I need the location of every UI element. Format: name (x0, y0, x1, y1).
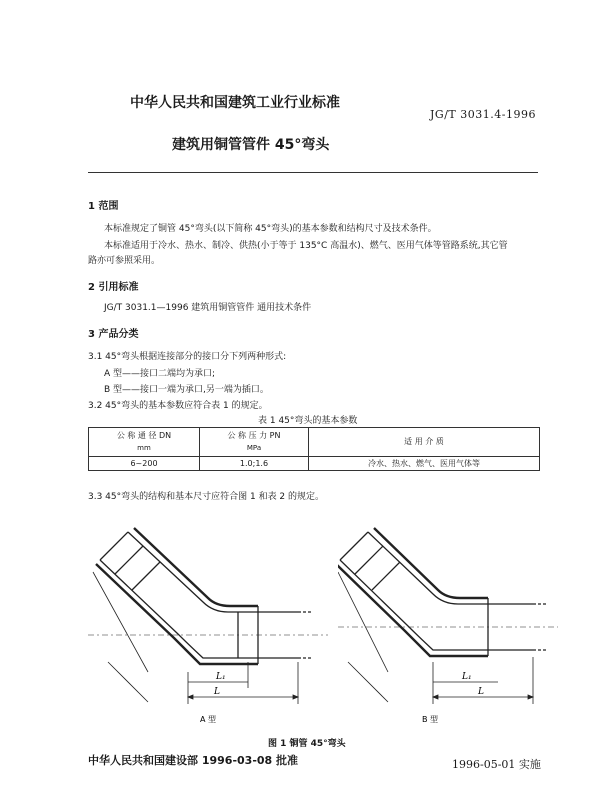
table-header-medium (309, 428, 540, 457)
document-title: 建筑用铜管管件 45°弯头 (172, 137, 330, 153)
section-1-para-1: 本标准规定了铜管 45°弯头(以下简称 45°弯头)的基本参数和结构尺寸及技术条件。 (104, 224, 437, 234)
section-1-heading: 1 范围 (88, 201, 119, 212)
section-3-heading: 3 产品分类 (88, 329, 139, 340)
table-1 (88, 427, 540, 471)
figure-a-drawing (88, 512, 328, 732)
medium-header-label: 适 用 介 质 (404, 437, 444, 446)
figure-1-caption: 图 1 铜管 45°弯头 (268, 739, 346, 749)
table-header-dn (89, 428, 200, 457)
pn-header-label: 公 称 压 力 PN (227, 431, 281, 440)
dim-l-b: L (478, 687, 484, 697)
standard-code: JG/T 3031.4-1996 (430, 108, 536, 121)
section-1-para-2a: 本标准适用于冷水、热水、制冷、供热(小于等于 135°C 高温水)、燃气、医用气体等管路系统,其它管 (104, 241, 508, 251)
cell-dn: 6~200 (89, 457, 200, 471)
section-3-1-type-a: A 型——接口二端均为承口; (104, 369, 216, 379)
dim-l-a: L (214, 687, 220, 697)
figure-b-drawing (338, 512, 558, 732)
figure-b-label: B 型 (422, 715, 439, 724)
dn-header-label: 公 称 通 径 DN (116, 431, 172, 440)
dim-l1-a: L₁ (216, 672, 226, 682)
table-1-caption: 表 1 45°弯头的基本参数 (258, 416, 358, 426)
dn-unit: mm (137, 444, 151, 452)
figure-a-label: A 型 (200, 715, 217, 724)
table-header-pn (200, 428, 309, 457)
table-header-row (89, 428, 540, 457)
dim-l1-b: L₁ (462, 672, 472, 682)
section-3-3-text: 3.3 45°弯头的结构和基本尺寸应符合图 1 和表 2 的规定。 (88, 492, 325, 502)
section-3-2-text: 3.2 45°弯头的基本参数应符合表 1 的规定。 (88, 401, 268, 411)
cell-pn: 1.0;1.6 (200, 457, 309, 471)
table-row (89, 457, 540, 471)
organization-title: 中华人民共和国建筑工业行业标准 (130, 95, 340, 111)
implemented-line: 1996-05-01 实施 (452, 758, 541, 771)
header-divider (88, 172, 538, 173)
section-3-1-type-b: B 型——接口一端为承口,另一端为插口。 (104, 385, 269, 395)
cell-medium: 冷水、热水、燃气、医用气体等 (309, 457, 540, 471)
section-2-para-1: JG/T 3031.1—1996 建筑用铜管管件 通用技术条件 (104, 303, 312, 313)
section-3-1-heading: 3.1 45°弯头根据连接部分的接口分下列两种形式: (88, 352, 287, 362)
issued-line: 中华人民共和国建设部 1996-03-08 批准 (88, 754, 299, 767)
section-1-para-2b: 路亦可参照采用。 (88, 256, 161, 266)
section-2-heading: 2 引用标准 (88, 282, 139, 293)
pn-unit: MPa (246, 444, 262, 452)
